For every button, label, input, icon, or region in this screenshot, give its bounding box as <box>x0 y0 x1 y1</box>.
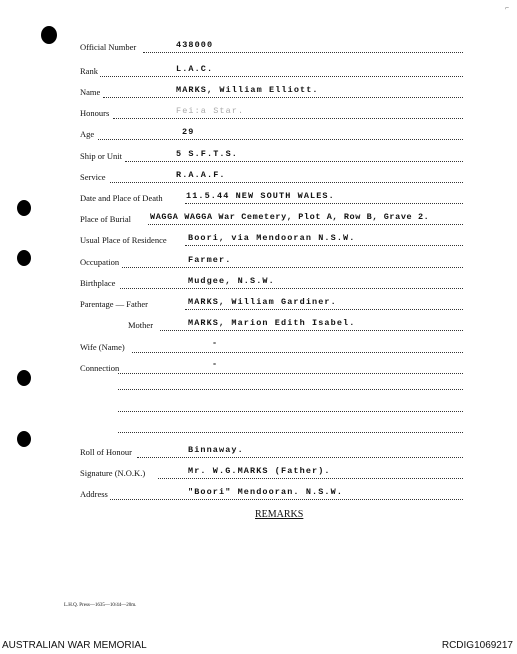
field-line <box>110 182 463 183</box>
field-line <box>158 478 463 479</box>
field-value: Boori, via Mendooran N.S.W. <box>188 233 356 243</box>
field-label: Service <box>80 172 106 182</box>
field-label: Roll of Honour <box>80 447 132 457</box>
field-line <box>160 330 463 331</box>
field-line <box>98 139 463 140</box>
field-value: 5 S.F.T.S. <box>176 149 239 159</box>
field-connection <box>0 361 517 375</box>
field-label: Name <box>80 87 101 97</box>
remarks-heading: REMARKS <box>255 509 304 520</box>
field-label: Rank <box>80 66 98 76</box>
field-rank <box>0 64 517 78</box>
field-wife <box>0 340 517 354</box>
field-birthplace <box>0 276 517 290</box>
field-label: Signature (N.O.K.) <box>80 468 146 478</box>
field-line <box>132 352 463 353</box>
archive-name: AUSTRALIAN WAR MEMORIAL <box>2 640 147 651</box>
field-label: Usual Place of Residence <box>80 235 167 245</box>
field-value: 11.5.44 NEW SOUTH WALES. <box>186 191 335 201</box>
field-name <box>0 85 517 99</box>
field-label: Official Number <box>80 42 137 52</box>
field-address <box>0 487 517 501</box>
field-mother <box>0 318 517 332</box>
field-death <box>0 191 517 205</box>
field-official-number <box>0 40 517 54</box>
field-label: Birthplace <box>80 278 116 288</box>
blank-line <box>118 389 463 390</box>
field-honours <box>0 106 517 120</box>
field-value: - <box>212 359 219 369</box>
field-value: "Boori" Mendooran. N.S.W. <box>188 487 344 497</box>
field-label: Mother <box>128 320 154 330</box>
field-value: Fei:a Star. <box>176 106 245 116</box>
field-value: 438000 <box>176 40 214 50</box>
corner-mark: ⌐ <box>505 4 509 12</box>
field-signature <box>0 466 517 480</box>
field-value: Mudgee, N.S.W. <box>188 276 275 286</box>
field-roll-of-honour <box>0 445 517 459</box>
field-value: Mr. W.G.MARKS (Father). <box>188 466 331 476</box>
field-line <box>118 373 463 374</box>
field-burial <box>0 212 517 226</box>
field-value: WAGGA WAGGA War Cemetery, Plot A, Row B, Grave 2. <box>150 212 430 222</box>
field-line <box>122 267 463 268</box>
field-line <box>110 499 463 500</box>
field-value: Farmer. <box>188 255 232 265</box>
field-line <box>103 97 463 98</box>
printer-note: L.H.Q. Press—1635—10/44—20m. <box>64 603 137 608</box>
field-value: MARKS, Marion Edith Isabel. <box>188 318 356 328</box>
field-occupation <box>0 255 517 269</box>
field-value: MARKS, William Elliott. <box>176 85 319 95</box>
field-line <box>100 76 463 77</box>
field-value: - <box>212 338 219 348</box>
field-line <box>185 245 463 246</box>
field-line <box>125 161 463 162</box>
blank-line <box>118 411 463 412</box>
field-label: Address <box>80 489 108 499</box>
field-label: Place of Burial <box>80 214 131 224</box>
field-line <box>185 309 463 310</box>
field-line <box>148 224 463 225</box>
field-value: R.A.A.F. <box>176 170 226 180</box>
field-value: MARKS, William Gardiner. <box>188 297 337 307</box>
field-label: Honours <box>80 108 110 118</box>
field-father <box>0 297 517 311</box>
field-value: 29 <box>182 127 195 137</box>
field-line <box>113 118 463 119</box>
field-ship-or-unit <box>0 149 517 163</box>
field-line <box>120 288 463 289</box>
field-label: Occupation <box>80 257 120 267</box>
field-label: Wife (Name) <box>80 342 125 352</box>
field-label: Parentage — Father <box>80 299 148 309</box>
field-line <box>185 203 463 204</box>
field-age <box>0 127 517 141</box>
field-residence <box>0 233 517 247</box>
blank-line <box>118 432 463 433</box>
field-label: Age <box>80 129 95 139</box>
field-line <box>143 52 463 53</box>
field-line <box>137 457 463 458</box>
field-label: Date and Place of Death <box>80 193 163 203</box>
field-service <box>0 170 517 184</box>
field-label: Connection <box>80 363 120 373</box>
field-value: Binnaway. <box>188 445 244 455</box>
record-id: RCDIG1069217 <box>441 640 513 651</box>
field-value: L.A.C. <box>176 64 214 74</box>
field-label: Ship or Unit <box>80 151 123 161</box>
